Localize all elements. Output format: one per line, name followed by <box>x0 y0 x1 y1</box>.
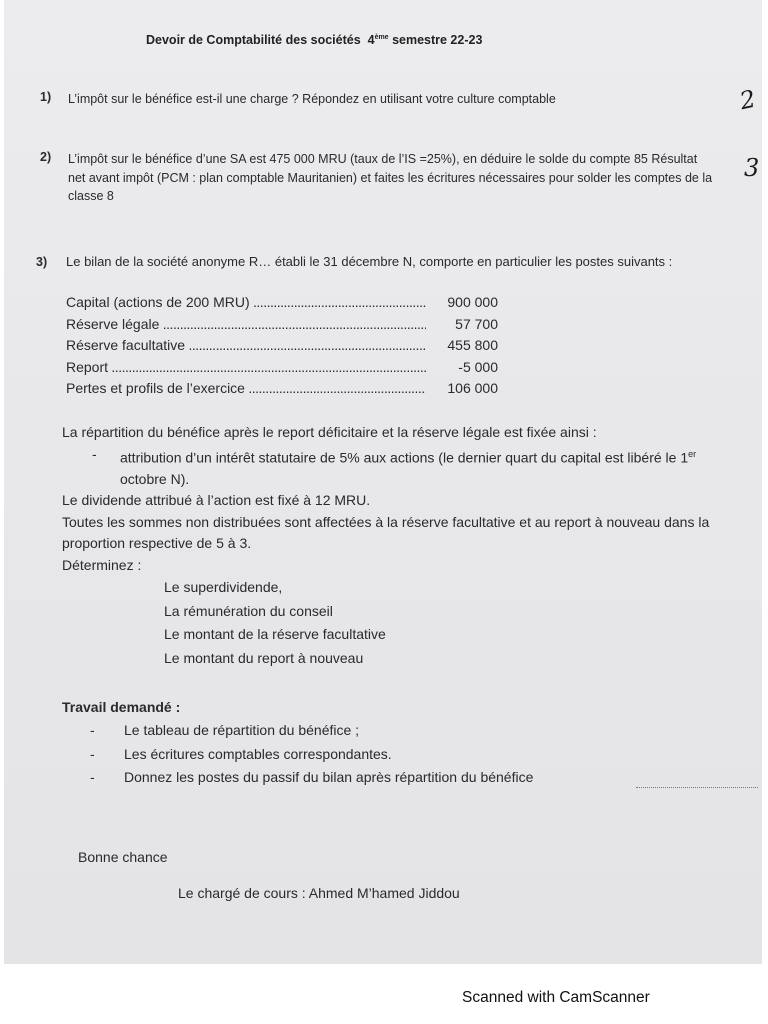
work-heading: Travail demandé : <box>62 699 181 715</box>
repartition-block <box>62 422 752 670</box>
balance-item <box>66 335 498 357</box>
title-semester: semestre 22-23 <box>392 33 483 47</box>
determine-item: La rémunération du conseil <box>164 602 333 619</box>
determine-label: Déterminez : <box>62 556 142 573</box>
work-item-text: Les écritures comptables correspondantes. <box>124 745 392 762</box>
statutory-interest-text: attribution d’un intérêt statutaire de 5% aux actions (le dernier quart du capital est libéré le 1 <box>120 449 689 466</box>
title-main: Devoir de Comptabilité des sociétés <box>146 33 361 47</box>
scanner-watermark: Scanned with CamScanner <box>462 989 650 1006</box>
balance-item-label: Réserve légale <box>66 315 160 332</box>
balance-items <box>66 292 498 400</box>
closing-text: Bonne chance <box>78 849 168 865</box>
question-3-number: 3) <box>36 255 48 269</box>
undistributed-text: Toutes les sommes non distribuées sont affectées à la réserve facultative et au report à nouveau dans la proportion respective de 5 à 3. <box>62 513 710 552</box>
question-2-number: 2) <box>40 150 52 164</box>
statutory-interest-sup: er <box>688 448 697 459</box>
document-title <box>146 33 482 47</box>
bullet-dash: - <box>90 722 95 738</box>
balance-item-value: 900 000 <box>447 294 498 310</box>
determine-item: Le montant du report à nouveau <box>164 649 364 666</box>
balance-item-value: -5 000 <box>458 358 498 375</box>
balance-item <box>66 357 498 379</box>
statutory-interest-item <box>62 444 752 491</box>
scanned-page <box>4 0 762 964</box>
margin-mark-2: 3 <box>744 154 760 182</box>
work-item <box>90 743 533 767</box>
balance-item-label: Report <box>66 358 109 375</box>
determine-item: Le superdividende, <box>164 579 283 596</box>
question-3-intro: Le bilan de la société anonyme R… établi le 31 décembre N, comporte en particulier les postes suivants : <box>66 254 673 269</box>
title-superscript: ème <box>374 33 389 41</box>
balance-item <box>66 378 498 400</box>
balance-item-label: Réserve facultative <box>66 337 186 353</box>
balance-item <box>66 314 498 336</box>
dividend-text: Le dividende attribué à l’action est fixé à 12 MRU. <box>62 492 371 509</box>
question-1-number: 1) <box>40 90 52 104</box>
balance-item-label: Capital (actions de 200 MRU) <box>66 294 250 310</box>
balance-item-value: 106 000 <box>447 380 498 396</box>
balance-item-value: 455 800 <box>447 337 498 353</box>
work-item-text: Le tableau de répartition du bénéfice ; <box>124 722 360 738</box>
statutory-interest-date: octobre N). <box>120 470 190 487</box>
work-item-text: Donnez les postes du passif du bilan après répartition du bénéfice <box>124 769 534 785</box>
dotted-line <box>636 787 758 788</box>
repartition-text: La répartition du bénéfice après le report déficitaire et la réserve légale est fixée ainsi : <box>62 424 597 440</box>
title-number: 4 <box>367 33 375 47</box>
signature-text: Le chargé de cours : Ahmed M’hamed Jiddou <box>178 885 460 901</box>
balance-item-value: 57 700 <box>455 315 498 332</box>
work-item <box>90 766 533 790</box>
bullet-dash: - <box>92 445 97 462</box>
balance-item-label: Pertes et profils de l’exercice <box>66 380 245 396</box>
bullet-dash: - <box>90 769 95 785</box>
determine-list <box>62 576 752 670</box>
determine-item: Le montant de la réserve facultative <box>164 626 386 643</box>
bullet-dash: - <box>90 745 95 762</box>
question-2-text: L’impôt sur le bénéfice d’une SA est 475 000 MRU (taux de l’IS =25%), en déduire le solde du compte 85 Résultat net avant impôt (PCM : plan comptable Mauritanien) et faites les écritures nécessaires pour solder les comptes de la classe 8 <box>68 152 713 203</box>
work-item <box>90 719 533 743</box>
margin-mark-1: 2 <box>737 84 759 116</box>
work-list <box>90 719 533 790</box>
question-1-text: L’impôt sur le bénéfice est-il une charge ? Répondez en utilisant votre culture comptable <box>68 92 556 106</box>
balance-item <box>66 292 498 314</box>
